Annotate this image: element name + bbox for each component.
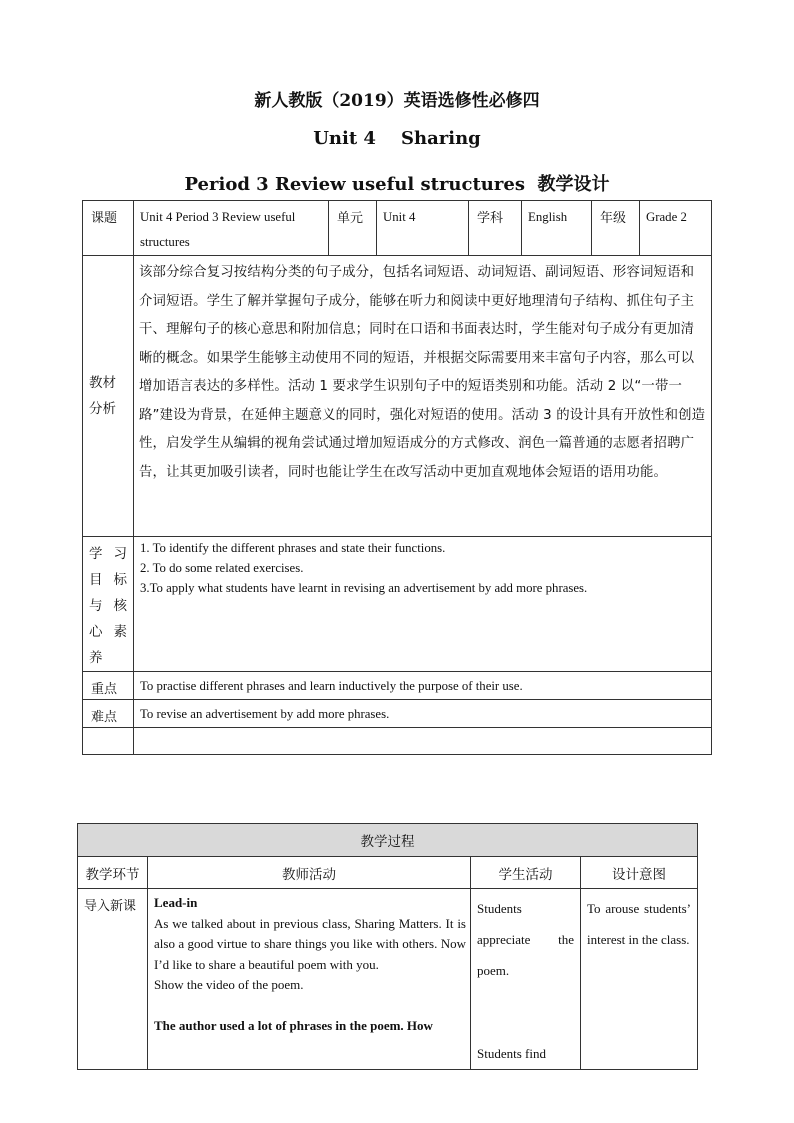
subject-label: 学科 xyxy=(469,201,522,256)
key-point-text: To practise different phrases and learn inductively the purpose of their use. xyxy=(134,672,712,700)
student-text: Students appreciate the poem. xyxy=(477,901,574,978)
topic-label: 课题 xyxy=(83,201,134,256)
analysis-label-line1: 教材 xyxy=(89,375,116,391)
difficulty-text: To revise an advertisement by add more phrases. xyxy=(134,700,712,728)
design-intent: To arouse students’ interest in the class. xyxy=(581,889,698,1070)
student-activity xyxy=(471,889,581,1070)
doc-title-line3: Period 3 Review useful structures 教学设计 xyxy=(184,174,610,195)
stage-cell: 导入新课 xyxy=(78,889,148,1070)
key-point-label: 重点 xyxy=(83,672,134,700)
unit-label: 单元 xyxy=(329,201,377,256)
subject-value: English xyxy=(522,201,592,256)
analysis-label xyxy=(83,256,134,537)
teacher-paragraph: Show the video of the poem. xyxy=(154,977,304,992)
unit-value: Unit 4 xyxy=(377,201,469,256)
teaching-process-table xyxy=(77,823,698,1070)
grade-value: Grade 2 xyxy=(640,201,712,256)
analysis-text: 该部分综合复习按结构分类的句子成分，包括名词短语、动词短语、副词短语、形容词短语和介词短语。学生了解并掌握句子成分，能够在听力和阅读中更好地理清句子结构、抓住句子主干、理解句子的核心意思和附加信息；同时在口语和书面表达时，学生能对句子成分有更加清晰的概念。如果学生能够主动使用不同的短语，并根据交际需要用来丰富句子内容，那么可以增加语言表达的多样性。活动 1 要求学生识别句子中的短语类别和功能。活动 2 以“一带一路”建设为背景，在延伸主题意义的同时，强化对短语的使用。活动 3 的设计具有开放性和创造性，启发学生从编辑的视角尝试通过增加短语成分的方式修改、润色一篇普通的志愿者招聘广告，让其更加吸引读者，同时也能让学生在改写活动中更加直观地体会短语的语用功能。 xyxy=(134,256,712,537)
lesson-info-table xyxy=(82,200,712,755)
teacher-paragraph-bold: The author used a lot of phrases in the poem. How xyxy=(154,1017,433,1033)
col-header-stage: 教学环节 xyxy=(78,857,148,889)
objectives-list xyxy=(134,537,712,672)
process-title: 教学过程 xyxy=(78,824,698,857)
lead-in-heading: Lead-in xyxy=(154,895,198,910)
grade-label: 年级 xyxy=(592,201,640,256)
empty-cell xyxy=(134,728,712,755)
col-header-intent: 设计意图 xyxy=(581,857,698,889)
doc-title-line1: 新人教版（2019）英语选修性必修四 xyxy=(254,91,540,111)
objective-item: 2. To do some related exercises. xyxy=(140,561,304,575)
empty-cell xyxy=(83,728,134,755)
topic-value: Unit 4 Period 3 Review useful structures xyxy=(134,201,329,256)
difficulty-label: 难点 xyxy=(83,700,134,728)
student-text: Students find xyxy=(477,1046,546,1061)
objectives-label: 学 习 目 标 与 核 心 素 养 xyxy=(83,537,134,672)
teacher-activity xyxy=(148,889,471,1070)
objective-item: 3.To apply what students have learnt in revising an advertisement by add more phrases. xyxy=(140,581,588,595)
doc-title-line2: Unit 4 Sharing xyxy=(313,128,481,149)
analysis-label-line2: 分析 xyxy=(89,401,116,417)
col-header-teacher: 教师活动 xyxy=(148,857,471,889)
objective-item: 1. To identify the different phrases and state their functions. xyxy=(140,541,446,555)
teacher-paragraph: As we talked about in previous class, Sharing Matters. It is also a good virtue to share things you like with others. Now I’d like to share a beautiful poem with you. xyxy=(154,915,466,972)
col-header-student: 学生活动 xyxy=(471,857,581,889)
